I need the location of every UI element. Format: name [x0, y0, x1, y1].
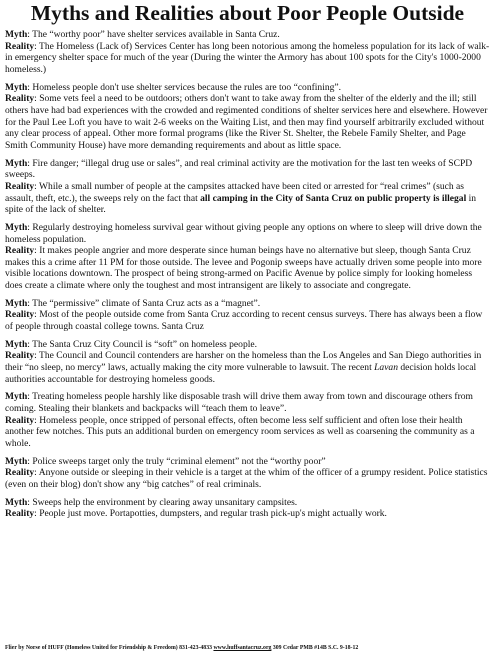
myth-label: Myth — [5, 157, 28, 169]
footer-address: 309 Cedar PMB #14B S.C. 9-18-12 — [271, 645, 359, 651]
reality-paragraph: Reality: While a small number of people at the campsites attacked have been cited or arrested for “real crimes” (such as assault, theft, etc.), the sweeps rely on the fact that all camping in the City of Santa Cruz on public property is illegal in spite of the lack of shelter. — [5, 180, 477, 216]
text-run: Anyone outside or sleeping in their vehicle is a target at the whim of the officer of a grumpy resident. Police statistics (even on their blog) don't show any “big catches” of real criminals. — [5, 467, 488, 490]
myth-label: Myth — [5, 297, 28, 309]
text-run: Sweeps help the environment by clearing away unsanitary campsites. — [32, 496, 298, 508]
myth-reality-block — [5, 298, 490, 333]
text-run: The Santa Cruz City Council is “soft” on homeless people. — [32, 338, 257, 350]
reality-label: Reality — [5, 180, 35, 192]
text-run: all camping in the City of Santa Cruz on public property is illegal — [200, 192, 467, 204]
myth-label: Myth — [5, 496, 28, 508]
page-title: Myths and Realities about Poor People Outside — [30, 1, 465, 25]
text-run: Treating homeless people harshly like disposable trash will drive them away from town and discourage others from coming. Stealing their blankets and backpacks will “teach them to leave”. — [5, 391, 473, 415]
myth-reality-block — [5, 158, 490, 216]
myth-paragraph: Myth: Fire danger; “illegal drug use or sales”, and real criminal activity are the motivation for the last ten weeks of SCPD sweeps. — [5, 157, 473, 181]
reality-label: Reality — [5, 40, 35, 52]
myth-label: Myth — [5, 29, 28, 40]
text-run: The Council and Council contenders are harsher on the homeless than the Los Angeles and San Diego authorities in their “no sleep, no mercy” laws, actually making the city more vulnerable to lawsuit. The recent — [5, 350, 482, 374]
myth-paragraph: Myth: The “permissive” climate of Santa Cruz acts as a “magnet”. — [5, 297, 261, 309]
myth-reality-block — [5, 222, 490, 292]
myth-label: Myth — [5, 338, 28, 350]
reality-paragraph: Reality: Anyone outside or sleeping in their vehicle is a target at the whim of the officer of a grumpy resident. Police statistics (even on their blog) don't show any “big catches” of real criminals. — [5, 467, 488, 490]
reality-paragraph: Reality: Homeless people, once stripped of personal effects, often become less self sufficient and often lose their health another few notches. This puts an additional burden on emergency room services as well as coarsening the community as a whole. — [5, 414, 475, 449]
text-run: Homeless people don't use shelter services because the rules are too “confining”. — [32, 81, 342, 93]
myth-paragraph: Myth: The “worthy poor” have shelter services available in Santa Cruz. — [5, 29, 280, 40]
text-run: Lavan — [374, 362, 398, 374]
text-run: in spite of the lack of shelter. — [5, 192, 477, 216]
reality-paragraph: Reality: The Council and Council contenders are harsher on the homeless than the Los Angeles and San Diego authorities in their “no sleep, no mercy” laws, actually making the city more vulnerable to lawsuit. The recent Lavan decision holds local authorities accountable for destroying homeless goods. — [5, 350, 482, 385]
reality-label: Reality — [5, 350, 35, 362]
reality-paragraph: Reality: Some vets feel a need to be outdoors; others don't want to take away from the shelter of the elderly and the ill; still others have had bad experiences with the crowded and regimented conditions of shelter services here and elsewhere. However for the Paul Lee Loft you have to wait 2-6 weeks on the Waiting List, and then may find yourself arbitrarily excluded without any clear process of appeal. Other more formal programs (like the River St. Shelter, the Rebele Family Shelter, and Page Smith Community House) have more demanding requirements and about as little space. — [5, 93, 488, 151]
myth-reality-block — [5, 82, 490, 152]
text-run: The Homeless (Lack of) Services Center has long been notorious among the homeless population for its lack of walk-in emergency shelter space for much of the year (During the winter the Armory has about 100 spots for the City's 1000-2000 homeless.) — [5, 40, 490, 75]
myths-list — [5, 29, 490, 520]
myth-label: Myth — [5, 391, 28, 403]
text-run: The “permissive” climate of Santa Cruz acts as a “magnet”. — [32, 297, 261, 309]
myth-label: Myth — [5, 221, 28, 233]
text-run: Fire danger; “illegal drug use or sales”, and real criminal activity are the motivation for the last ten weeks of SCPD sweeps. — [5, 157, 473, 181]
myth-label: Myth — [5, 455, 28, 467]
myth-paragraph: Myth: Regularly destroying homeless survival gear without giving people any options on where to sleep will drive down the homeless population. — [5, 221, 482, 245]
reality-label: Reality — [5, 309, 35, 321]
text-run: decision holds local authorities accountable for destroying homeless goods. — [5, 362, 477, 385]
footer-link[interactable]: www.huffsantacruz.org — [213, 645, 272, 651]
text-run: Homeless people, once stripped of personal effects, often become less self sufficient and often lose their health another few notches. This puts an additional burden on emergency room services as well as coarsening the community as a whole. — [5, 414, 475, 449]
myth-reality-block — [5, 456, 490, 491]
reality-paragraph: Reality: The Homeless (Lack of) Services Center has long been notorious among the homeless population for its lack of walk-in emergency shelter space for much of the year (During the winter the Armory has about 100 spots for the City's 1000-2000 homeless.) — [5, 40, 490, 75]
reality-paragraph: Reality: People just move. Portapotties, dumpsters, and regular trash pick-up's might actually work. — [5, 508, 387, 520]
reality-paragraph: Reality: It makes people angrier and more desperate since human beings have no alternative but sleep, though Santa Cruz makes this a crime after 11 PM for those outside. The levee and Pogonip sweeps have actually driven some people into more visible locations downtown. The prospect of being strong-armed on Pacific Avenue by police simply for looking homeless does create a climate where only the toughest and most intransigent are likely to associate and congregate. — [5, 245, 482, 292]
reality-label: Reality — [5, 467, 35, 479]
myth-reality-block — [5, 29, 490, 76]
myth-label: Myth — [5, 81, 28, 93]
text-run: Regularly destroying homeless survival gear without giving people any options on where to sleep will drive down the homeless population. — [5, 221, 482, 245]
text-run: The “worthy poor” have shelter services available in Santa Cruz. — [32, 29, 280, 40]
footer — [5, 644, 490, 652]
text-run: People just move. Portapotties, dumpsters, and regular trash pick-up's might actually work. — [39, 508, 387, 520]
text-run: Police sweeps target only the truly “criminal element” not the “worthy poor” — [32, 455, 326, 467]
text-run: While a small number of people at the campsites attacked have been cited or arrested for “real crimes” (such as assault, theft, etc.), the sweeps rely on the fact that — [5, 180, 464, 204]
text-run: Most of the people outside come from Santa Cruz according to recent census surveys. There has always been a flow of people through coastal college towns. Santa Cruz — [5, 309, 483, 333]
myth-paragraph: Myth: Sweeps help the environment by clearing away unsanitary campsites. — [5, 496, 298, 508]
text-run: Some vets feel a need to be outdoors; others don't want to take away from the shelter of the elderly and the ill; still others have had bad experiences with the crowded and regimented conditions of shelter services here and elsewhere. However for the Paul Lee Loft you have to wait 2-6 weeks on the Waiting List, and then may find yourself arbitrarily excluded without any clear process of appeal. Other more formal programs (like the River St. Shelter, the Rebele Family Shelter, and Page Smith Community House) have more demanding requirements and about as little space. — [5, 93, 488, 151]
document-page — [0, 1, 494, 659]
reality-label: Reality — [5, 93, 35, 105]
reality-label: Reality — [5, 508, 35, 520]
text-run: It makes people angrier and more desperate since human beings have no alternative but sleep, though Santa Cruz makes this a crime after 11 PM for those outside. The levee and Pogonip sweeps have actually driven some people into more visible locations downtown. The prospect of being strong-armed on Pacific Avenue by police simply for looking homeless does create a climate where only the toughest and most intransigent are likely to associate and congregate. — [5, 245, 482, 292]
myth-reality-block — [5, 391, 490, 449]
myth-reality-block — [5, 497, 490, 520]
footer-text: Flier by Norse of HUFF (Homeless United for Friendship & Freedom) 831-423-4833 — [5, 645, 214, 651]
reality-label: Reality — [5, 414, 35, 426]
myth-paragraph: Myth: Treating homeless people harshly like disposable trash will drive them away from town and discourage others from coming. Stealing their blankets and backpacks will “teach them to leave”. — [5, 391, 473, 415]
myth-paragraph: Myth: Police sweeps target only the truly “criminal element” not the “worthy poor” — [5, 455, 326, 467]
reality-label: Reality — [5, 245, 35, 257]
myth-paragraph: Myth: The Santa Cruz City Council is “soft” on homeless people. — [5, 338, 257, 350]
myth-paragraph: Myth: Homeless people don't use shelter services because the rules are too “confining”. — [5, 81, 342, 93]
myth-reality-block — [5, 339, 490, 386]
reality-paragraph: Reality: Most of the people outside come from Santa Cruz according to recent census surveys. There has always been a flow of people through coastal college towns. Santa Cruz — [5, 309, 483, 333]
